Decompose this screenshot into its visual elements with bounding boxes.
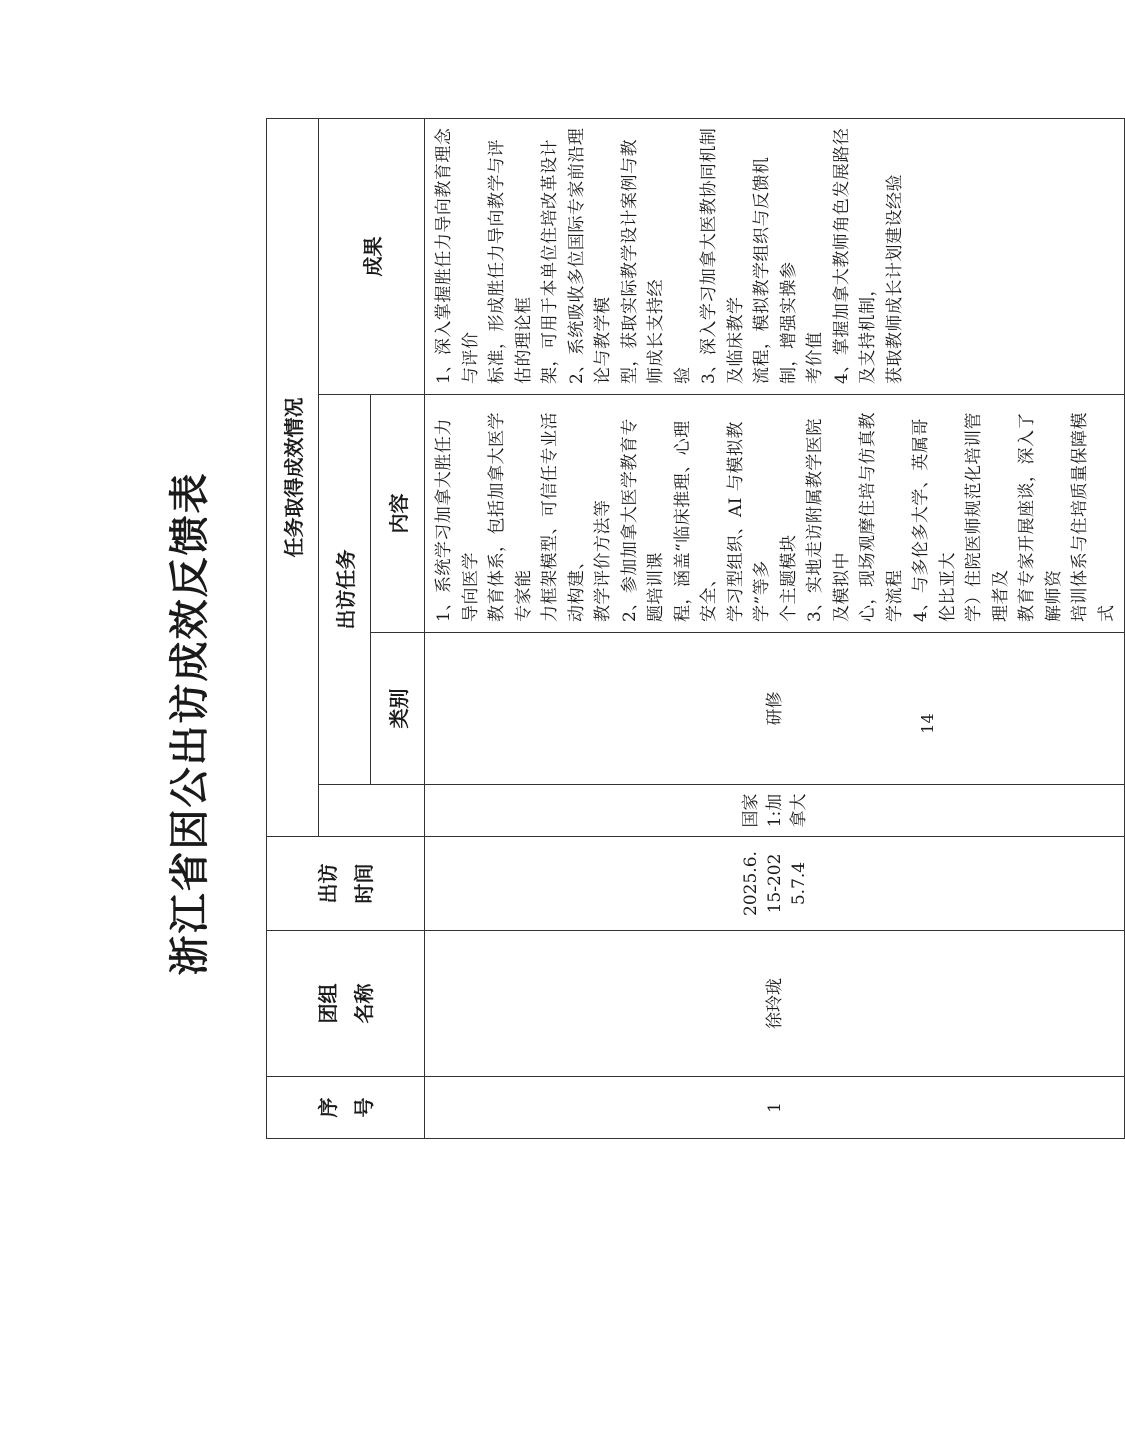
row-seq: 1	[425, 1077, 1125, 1139]
feedback-table	[266, 118, 1125, 1139]
row-results: 1、深入掌握胜任力导向教育理念与评价 标准，形成胜任力导向教学与评估的理论框 架，可用于本单位住培改革设计 2、系统吸收多位国际专家前沿理论与教学模 型，获取实际教学设计案例与教师成长支持经 验 3、深入学习加拿大医教协同机制及临床教学 流程，模拟教学组织与反馈机制，增强实操参 考价值 4、掌握加拿大教师角色发展路径及支持机制， 获取教师成长计划建设经验	[425, 119, 1125, 395]
header-category: 类别	[371, 633, 425, 785]
page-number: 14	[918, 713, 937, 734]
page-title: 浙江省因公出访成效反馈表	[166, 471, 213, 976]
header-section: 任务取得成效情况	[267, 119, 319, 837]
header-spacer	[319, 785, 425, 837]
table-row	[425, 119, 1125, 1139]
header-results: 成果	[319, 119, 425, 395]
row-group-name: 徐玲珑	[425, 931, 1125, 1077]
row-destination: 国家 1:加 拿大	[425, 785, 1125, 837]
row-category: 研修	[425, 633, 1125, 785]
row-content: 1、系统学习加拿大胜任力导向医学 教育体系，包括加拿大医学专家能 力框架模型、可信任专业活动构建、 教学评价方法等 2、参加加拿大医学教育专题培训课 程，涵盖“临床推理、心理安全、 学习型组织、AI 与模拟教学”等多 个主题模块 3、实地走访附属教学医院及模拟中 心，现场观摩住培与仿真教学流程 4、与多伦多大学、英属哥伦比亚大 学）住院医师规范化培训管理者及 教育专家开展座谈，深入了解师资 培训体系与住培质量保障模式	[425, 395, 1125, 633]
header-content: 内容	[371, 395, 425, 633]
header-tasks: 出访任务	[319, 395, 371, 785]
row-visit-time: 2025.6. 15-202 5.7.4	[425, 837, 1125, 931]
header-visit-time: 出访 时间	[267, 837, 425, 931]
header-seq: 序 号	[267, 1077, 425, 1139]
header-group-name: 团组 名称	[267, 931, 425, 1077]
